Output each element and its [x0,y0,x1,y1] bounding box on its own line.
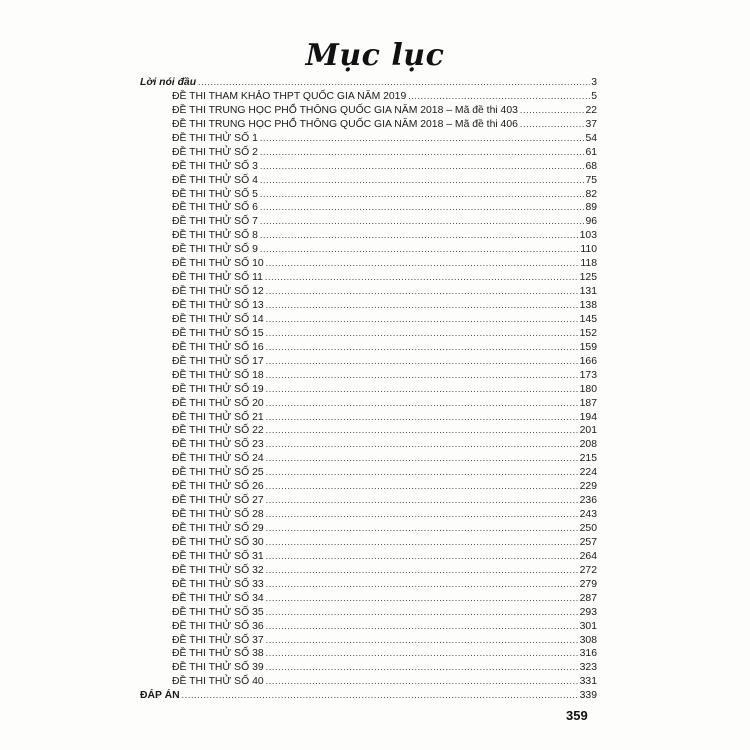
toc-entry-page: 257 [579,536,597,548]
toc-entry-page: 215 [579,453,597,465]
toc-entry-page: 118 [580,258,597,270]
toc-entry-page: 82 [585,188,597,200]
toc-entry-label: ĐỀ THI THỬ SỐ 35 [172,606,264,618]
toc-entry-page: 5 [591,90,597,102]
toc-entry [140,647,597,661]
toc-entry [140,480,597,494]
toc-entry [140,438,597,452]
toc-entry-page: 22 [585,104,597,116]
toc-entry [140,257,597,271]
toc-entry [140,592,597,606]
toc-entry-page: 173 [579,369,597,381]
toc-entry-label: ĐỀ THI THỬ SỐ 24 [172,453,264,465]
toc-leader-dots [266,383,579,397]
toc-entry-label: ĐỀ THI THỬ SỐ 4 [172,174,258,186]
toc-entry [140,424,597,438]
toc-entry [140,118,597,132]
toc-entry-page: 96 [585,216,597,228]
toc-entry-label: ĐỀ THI THỬ SỐ 3 [172,160,258,172]
toc-entry-label: ĐỀ THI THỬ SỐ 29 [172,523,264,534]
toc-entry-page: 316 [579,648,597,660]
toc-leader-dots [266,438,579,452]
toc-entry-page: 208 [579,439,597,451]
toc-leader-dots [266,606,579,620]
toc-entry-page: 264 [579,550,597,562]
toc-entry-label: ĐỀ THI THỬ SỐ 6 [172,202,258,214]
toc-leader-dots [266,285,579,299]
toc-entry-page: 331 [579,676,597,688]
toc-entry [140,689,597,703]
toc-entry-page: 145 [579,313,597,325]
toc-leader-dots [260,188,585,202]
toc-entry-label: ĐỀ THI THỬ SỐ 11 [172,272,263,284]
toc-leader-dots [266,661,579,675]
toc-entry [140,188,597,202]
toc-entry-label: ĐỀ THI THỬ SỐ 37 [172,634,264,646]
toc-leader-dots [266,369,579,383]
toc-entry [140,132,597,146]
toc-entry-page: 159 [579,341,597,353]
toc-leader-dots [182,689,579,703]
toc-entry-label: ĐỀ THI THỬ SỐ 33 [172,578,264,590]
toc-leader-dots [520,118,585,132]
toc-entry [140,341,597,355]
toc-entry-page: 37 [585,118,597,130]
toc-entry [140,536,597,550]
toc-entry [140,229,597,243]
toc-leader-dots [266,508,579,522]
toc-leader-dots [266,634,579,648]
toc-entry [140,215,597,229]
toc-entry-label: ĐỀ THI THỬ SỐ 13 [172,300,264,311]
toc-entry-page: 103 [579,230,597,242]
toc-entry-page: 131 [579,286,597,298]
toc-entry-page: 138 [579,300,597,311]
toc-entry-page: 201 [579,425,597,437]
toc-leader-dots [266,327,579,341]
toc-entry-page: 89 [585,202,597,214]
toc-entry [140,90,597,104]
toc-entry-label: ĐỀ THI THỬ SỐ 5 [172,188,258,200]
toc-entry-label: ĐỀ THI THỬ SỐ 20 [172,397,264,409]
toc-entry-label: ĐỀ THI THỬ SỐ 2 [172,146,258,158]
toc-leader-dots [266,620,579,634]
page-title: Mục lục [305,38,445,73]
toc-leader-dots [520,104,585,118]
toc-leader-dots [260,229,579,243]
toc-entry-label: ĐỀ THI THỬ SỐ 15 [172,327,264,339]
toc-entry [140,620,597,634]
toc-entry [140,578,597,592]
toc-leader-dots [408,90,590,104]
toc-entry [140,174,597,188]
toc-entry [140,285,597,299]
toc-entry [140,313,597,327]
toc-entry [140,369,597,383]
toc-entry [140,243,597,257]
toc-leader-dots [260,132,585,146]
toc-entry-page: 68 [585,160,597,172]
toc-leader-dots [266,564,579,578]
toc-entry-label: ĐỀ THI TRUNG HỌC PHỔ THÔNG QUỐC GIA NĂM 2018 – Mã đề thi 406 [172,118,518,130]
toc-leader-dots [266,341,579,355]
toc-entry-page: 194 [579,411,597,423]
toc-entry-page: 152 [579,327,597,339]
toc-leader-dots [266,578,579,592]
toc-entry-page: 187 [579,397,597,409]
toc-leader-dots [266,592,579,606]
toc-entry-page: 180 [579,383,597,395]
toc-entry-label: ĐỀ THI THỬ SỐ 10 [172,258,264,270]
toc-entry [140,397,597,411]
toc-entry [140,494,597,508]
page-number: 359 [566,708,588,723]
toc-leader-dots [266,494,579,508]
toc-entry [140,104,597,118]
toc-entry-label: ĐỀ THI THỬ SỐ 26 [172,481,264,493]
toc-entry-label: ĐỀ THI THỬ SỐ 22 [172,425,264,437]
toc-leader-dots [266,355,579,369]
toc-entry-label: ĐỀ THI THỬ SỐ 28 [172,509,264,521]
toc-leader-dots [266,257,580,271]
toc-leader-dots [266,480,579,494]
toc-entry-page: 243 [579,509,597,521]
toc-entry-page: 293 [579,606,597,618]
toc-entry-page: 287 [579,592,597,604]
toc-entry [140,146,597,160]
toc-entry-label: ĐỀ THI THỬ SỐ 17 [172,355,264,367]
toc-entry-label: ĐỀ THI THỬ SỐ 40 [172,676,264,688]
toc-entry-page: 229 [579,481,597,493]
toc-entry [140,383,597,397]
toc-leader-dots [266,397,579,411]
toc-entry-page: 279 [579,578,597,590]
toc-leader-dots [266,452,579,466]
toc-entry [140,299,597,313]
toc-leader-dots [266,536,579,550]
toc-entry-label: ĐỀ THI THỬ SỐ 25 [172,467,264,479]
toc-entry-label: ĐỀ THI THỬ SỐ 39 [172,662,264,674]
toc-entry-page: 3 [591,77,597,88]
toc-leader-dots [266,299,579,313]
toc-entry [140,466,597,480]
toc-entry-label: ĐỀ THI THỬ SỐ 7 [172,216,258,228]
toc-entry-page: 250 [579,523,597,534]
toc-entry-page: 75 [585,174,597,186]
toc-entry [140,160,597,174]
toc-entry-label: ĐỀ THI THỬ SỐ 19 [172,383,264,395]
toc-leader-dots [266,550,579,564]
toc-entry-page: 308 [579,634,597,646]
toc-entry-label: ĐỀ THI THỬ SỐ 18 [172,369,264,381]
toc-entry-label: ĐỀ THI THỬ SỐ 21 [172,411,264,423]
toc-entry-label: ĐỀ THI THỬ SỐ 23 [172,439,264,451]
toc-entry [140,564,597,578]
toc-entry-page: 125 [579,272,597,284]
toc-entry [140,675,597,689]
toc-leader-dots [198,76,590,90]
toc-entry-label: ĐỀ THI THỬ SỐ 8 [172,230,258,242]
toc-entry [140,634,597,648]
toc-entry-label: ĐỀ THI THỬ SỐ 30 [172,536,264,548]
toc-entry-label: ĐỀ THI THỬ SỐ 32 [172,564,264,576]
toc-entry [140,550,597,564]
toc-leader-dots [260,160,585,174]
toc-entry-label: ĐỀ THI THỬ SỐ 9 [172,244,258,256]
toc-leader-dots [265,271,579,285]
toc-leader-dots [266,313,579,327]
toc-entry-page: 272 [579,564,597,576]
toc-entry-label: ĐỀ THI TRUNG HỌC PHỔ THÔNG QUỐC GIA NĂM 2018 – Mã đề thi 403 [172,104,518,116]
toc-entry-label: ĐỀ THI THỬ SỐ 14 [172,313,264,325]
toc-entry [140,201,597,215]
toc-entry-page: 301 [579,620,597,632]
toc-leader-dots [260,243,580,257]
toc-entry-page: 166 [579,355,597,367]
toc-entry-label: ĐỀ THI THỬ SỐ 12 [172,286,264,298]
toc-entry-page: 224 [579,467,597,479]
toc-entry-label: ĐỀ THI THỬ SỐ 1 [172,132,258,144]
toc-entry [140,452,597,466]
toc-entry [140,76,597,90]
toc-entry-page: 61 [585,146,597,158]
toc-leader-dots [266,675,579,689]
toc-entry-label: ĐỀ THI THỬ SỐ 36 [172,620,264,632]
toc-entry-page: 323 [579,662,597,674]
toc-entry-label: ĐỀ THI THAM KHẢO THPT QUỐC GIA NĂM 2019 [172,90,407,102]
toc-entry-page: 110 [580,244,597,256]
table-of-contents [140,76,597,703]
toc-entry-label: ĐỀ THI THỬ SỐ 31 [172,550,264,562]
toc-entry [140,606,597,620]
toc-leader-dots [266,466,579,480]
toc-leader-dots [260,201,585,215]
toc-entry-page: 54 [585,132,597,144]
toc-entry [140,522,597,536]
toc-entry [140,327,597,341]
toc-entry-page: 236 [579,495,597,507]
toc-leader-dots [266,522,579,536]
toc-entry-label: ĐỀ THI THỬ SỐ 34 [172,592,264,604]
toc-entry [140,508,597,522]
toc-leader-dots [266,411,579,425]
toc-leader-dots [260,215,585,229]
toc-entry [140,271,597,285]
toc-entry [140,661,597,675]
toc-entry-label: ĐỀ THI THỬ SỐ 27 [172,495,264,507]
toc-leader-dots [260,146,585,160]
toc-entry-label: Lời nói đầu [140,77,197,88]
toc-entry-label: ĐỀ THI THỬ SỐ 16 [172,341,264,353]
toc-leader-dots [260,174,585,188]
toc-entry-label: ĐỀ THI THỬ SỐ 38 [172,648,264,660]
toc-entry [140,355,597,369]
toc-entry-label: ĐÁP ÁN [140,690,180,702]
toc-leader-dots [266,424,579,438]
toc-leader-dots [266,647,579,661]
toc-entry-page: 339 [579,690,597,702]
toc-entry [140,411,597,425]
